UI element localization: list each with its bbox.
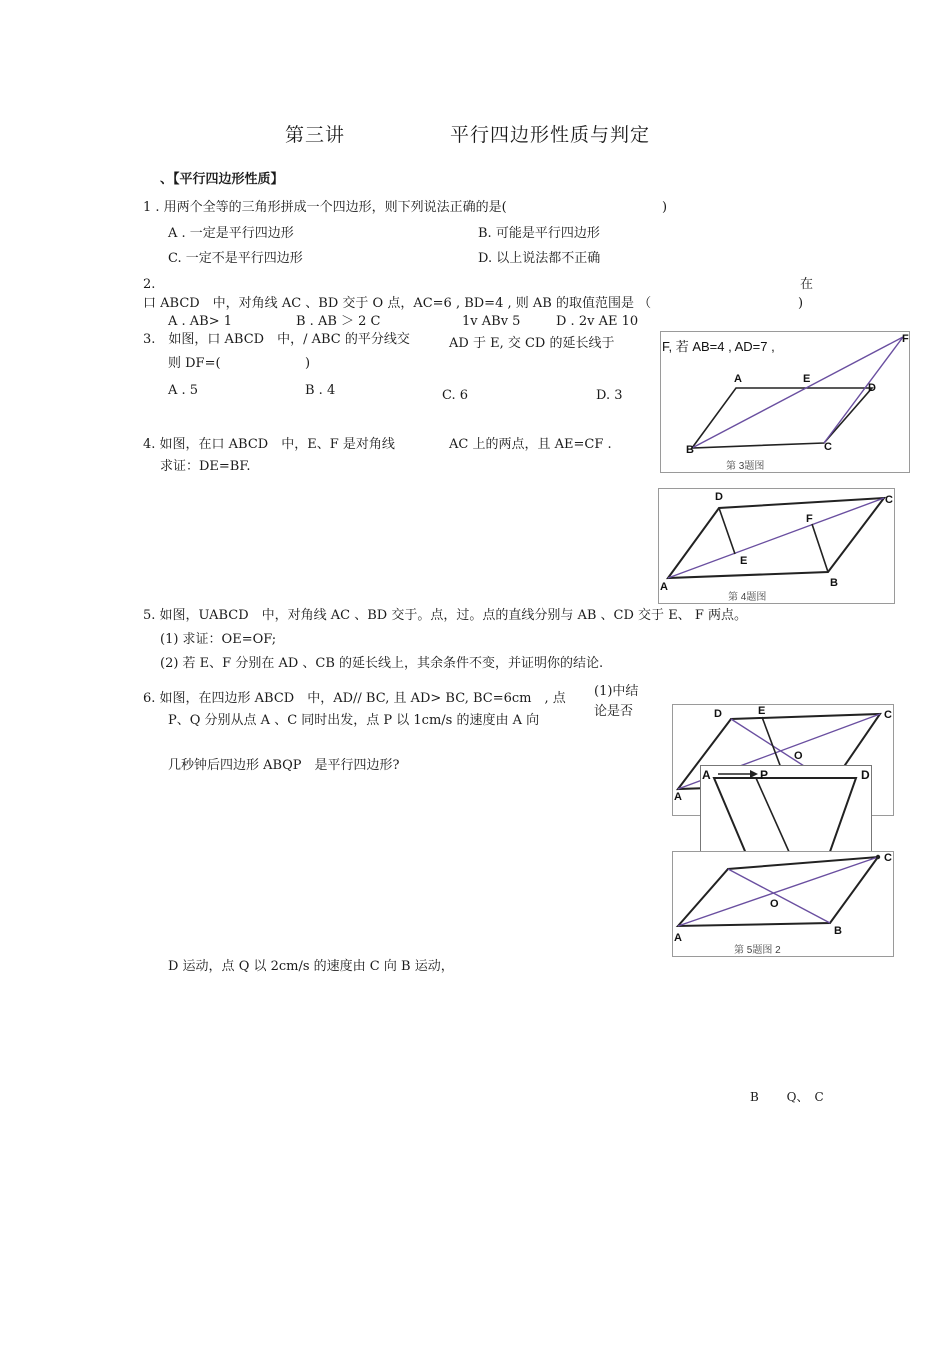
- q6-line3: 几秒钟后四边形 ABQP 是平行四边形?: [168, 758, 400, 773]
- q6-bottom-labels: B Q、 C: [750, 1090, 824, 1104]
- q2-option-b: B . AB ＞ 2 C: [296, 314, 381, 329]
- figure-6-label-p: P: [760, 768, 769, 782]
- figure-5-lower: [672, 851, 894, 957]
- q1-stem: 1 . 用两个全等的三角形拼成一个四边形，则下列说法正确的是(: [143, 200, 507, 215]
- q2-option-c: 1v ABv 5: [462, 314, 521, 329]
- figure-3-label-b: B: [686, 444, 694, 456]
- q1-paren-close: ): [662, 200, 668, 215]
- q4-stem: 4. 如图，在口 ABCD 中，E、F 是对角线: [143, 437, 395, 452]
- figure-3: [660, 331, 910, 473]
- q2-number: 2.: [143, 277, 156, 292]
- figure-3-label-d: D: [868, 382, 876, 394]
- q5-part2: (2) 若 E、F 分别在 AD 、CB 的延长线上，其余条件不变，并证明你的结论.: [160, 656, 604, 671]
- figure-4-label-d: D: [715, 491, 723, 503]
- q5-stem: 5. 如图，UABCD 中，对角线 AC 、BD 交于。点，过。点的直线分别与 AB 、CD 交于 E、 F 两点。: [143, 608, 747, 623]
- figure-5-upper-label-e: E: [758, 705, 766, 717]
- q6-line2: P、Q 分别从点 A 、C 同时出发，点 P 以 1cm/s 的速度由 A 向: [168, 713, 540, 728]
- figure-4-label-f: F: [806, 513, 813, 525]
- figure-5-upper-label-c: C: [884, 709, 892, 721]
- q3-paren-close: ): [305, 356, 311, 371]
- figure-4-caption: 第 4题图: [728, 592, 767, 603]
- q3-stem: 3. 如图，口 ABCD 中，/ ABC 的平分线交: [143, 332, 410, 347]
- q2-paren-close: ): [798, 296, 804, 311]
- q3-stem-cont: AD 于 E, 交 CD 的延长线于: [449, 336, 615, 351]
- q6-side-note-2: 论是否: [594, 704, 634, 719]
- page-title: 平行四边形性质与判定: [450, 124, 651, 146]
- figure-4-label-c: C: [885, 494, 893, 506]
- q2-stem: 口 ABCD 中，对角线 AC 、BD 交于 O 点，AC=6 , BD=4 , 则 AB 的取值范围是 （: [143, 296, 652, 311]
- q1-option-d: D. 以上说法都不正确: [478, 251, 601, 266]
- q1-option-b: B. 可能是平行四边形: [478, 226, 600, 241]
- figure-6-label-d: D: [861, 768, 870, 782]
- figure-3-label-a: A: [734, 373, 742, 385]
- q6-side-note-1: (1)中结: [594, 684, 639, 699]
- q6-line4: D 运动，点 Q 以 2cm/s 的速度由 C 向 B 运动，: [168, 959, 454, 974]
- section-heading: 、【平行四边形性质】: [160, 172, 284, 187]
- q1-option-c: C. 一定不是平行四边形: [168, 251, 303, 266]
- q6-stem: 6. 如图，在四边形 ABCD 中，AD// BC, 且 AD> BC, BC=6cm , 点: [143, 691, 566, 706]
- figure-3-label-f: F: [902, 333, 909, 345]
- figure-5-lower-caption: 第 5题图 2: [734, 945, 781, 956]
- figure-5-upper-label-o: O: [794, 750, 803, 762]
- q2-option-d: D . 2v AE 10: [556, 314, 639, 329]
- figure-3-label-e: E: [803, 373, 811, 385]
- figure-4-label-e: E: [740, 555, 748, 567]
- q3-option-a: A . 5: [168, 383, 199, 398]
- lecture-number: 第三讲: [285, 124, 346, 146]
- q5-part1: (1) 求证：OE=OF;: [160, 632, 277, 647]
- figure-4-label-b: B: [830, 577, 838, 589]
- figure-3-header: F, 若 AB=4 , AD=7 ,: [662, 339, 775, 354]
- q3-option-b: B . 4: [305, 383, 336, 398]
- figure-5-lower-label-o: O: [770, 898, 779, 910]
- q2-zai: 在: [800, 277, 814, 292]
- q2-option-a: A . AB> 1: [168, 314, 233, 329]
- figure-5-upper-label-d: D: [714, 708, 722, 720]
- figure-5-upper-label-a: A: [674, 791, 682, 803]
- q3-option-c: C. 6: [442, 388, 469, 403]
- figure-3-caption: 第 3题图: [726, 461, 765, 472]
- figure-4: [658, 488, 895, 604]
- figure-3-label-c: C: [824, 441, 832, 453]
- figure-6-label-a: A: [702, 768, 711, 782]
- figure-5-lower-label-c: C: [884, 852, 892, 864]
- q4-prove: 求证：DE=BF.: [160, 459, 251, 474]
- q4-stem-cont: AC 上的两点，且 AE=CF .: [449, 437, 612, 452]
- q1-option-a: A . 一定是平行四边形: [168, 226, 294, 241]
- q3-line2: 则 DF=(: [168, 356, 221, 371]
- figure-4-label-a: A: [660, 581, 668, 593]
- figure-5-lower-label-a: A: [674, 932, 682, 944]
- figure-5-lower-label-b: B: [834, 925, 842, 937]
- q3-option-d: D. 3: [596, 388, 623, 403]
